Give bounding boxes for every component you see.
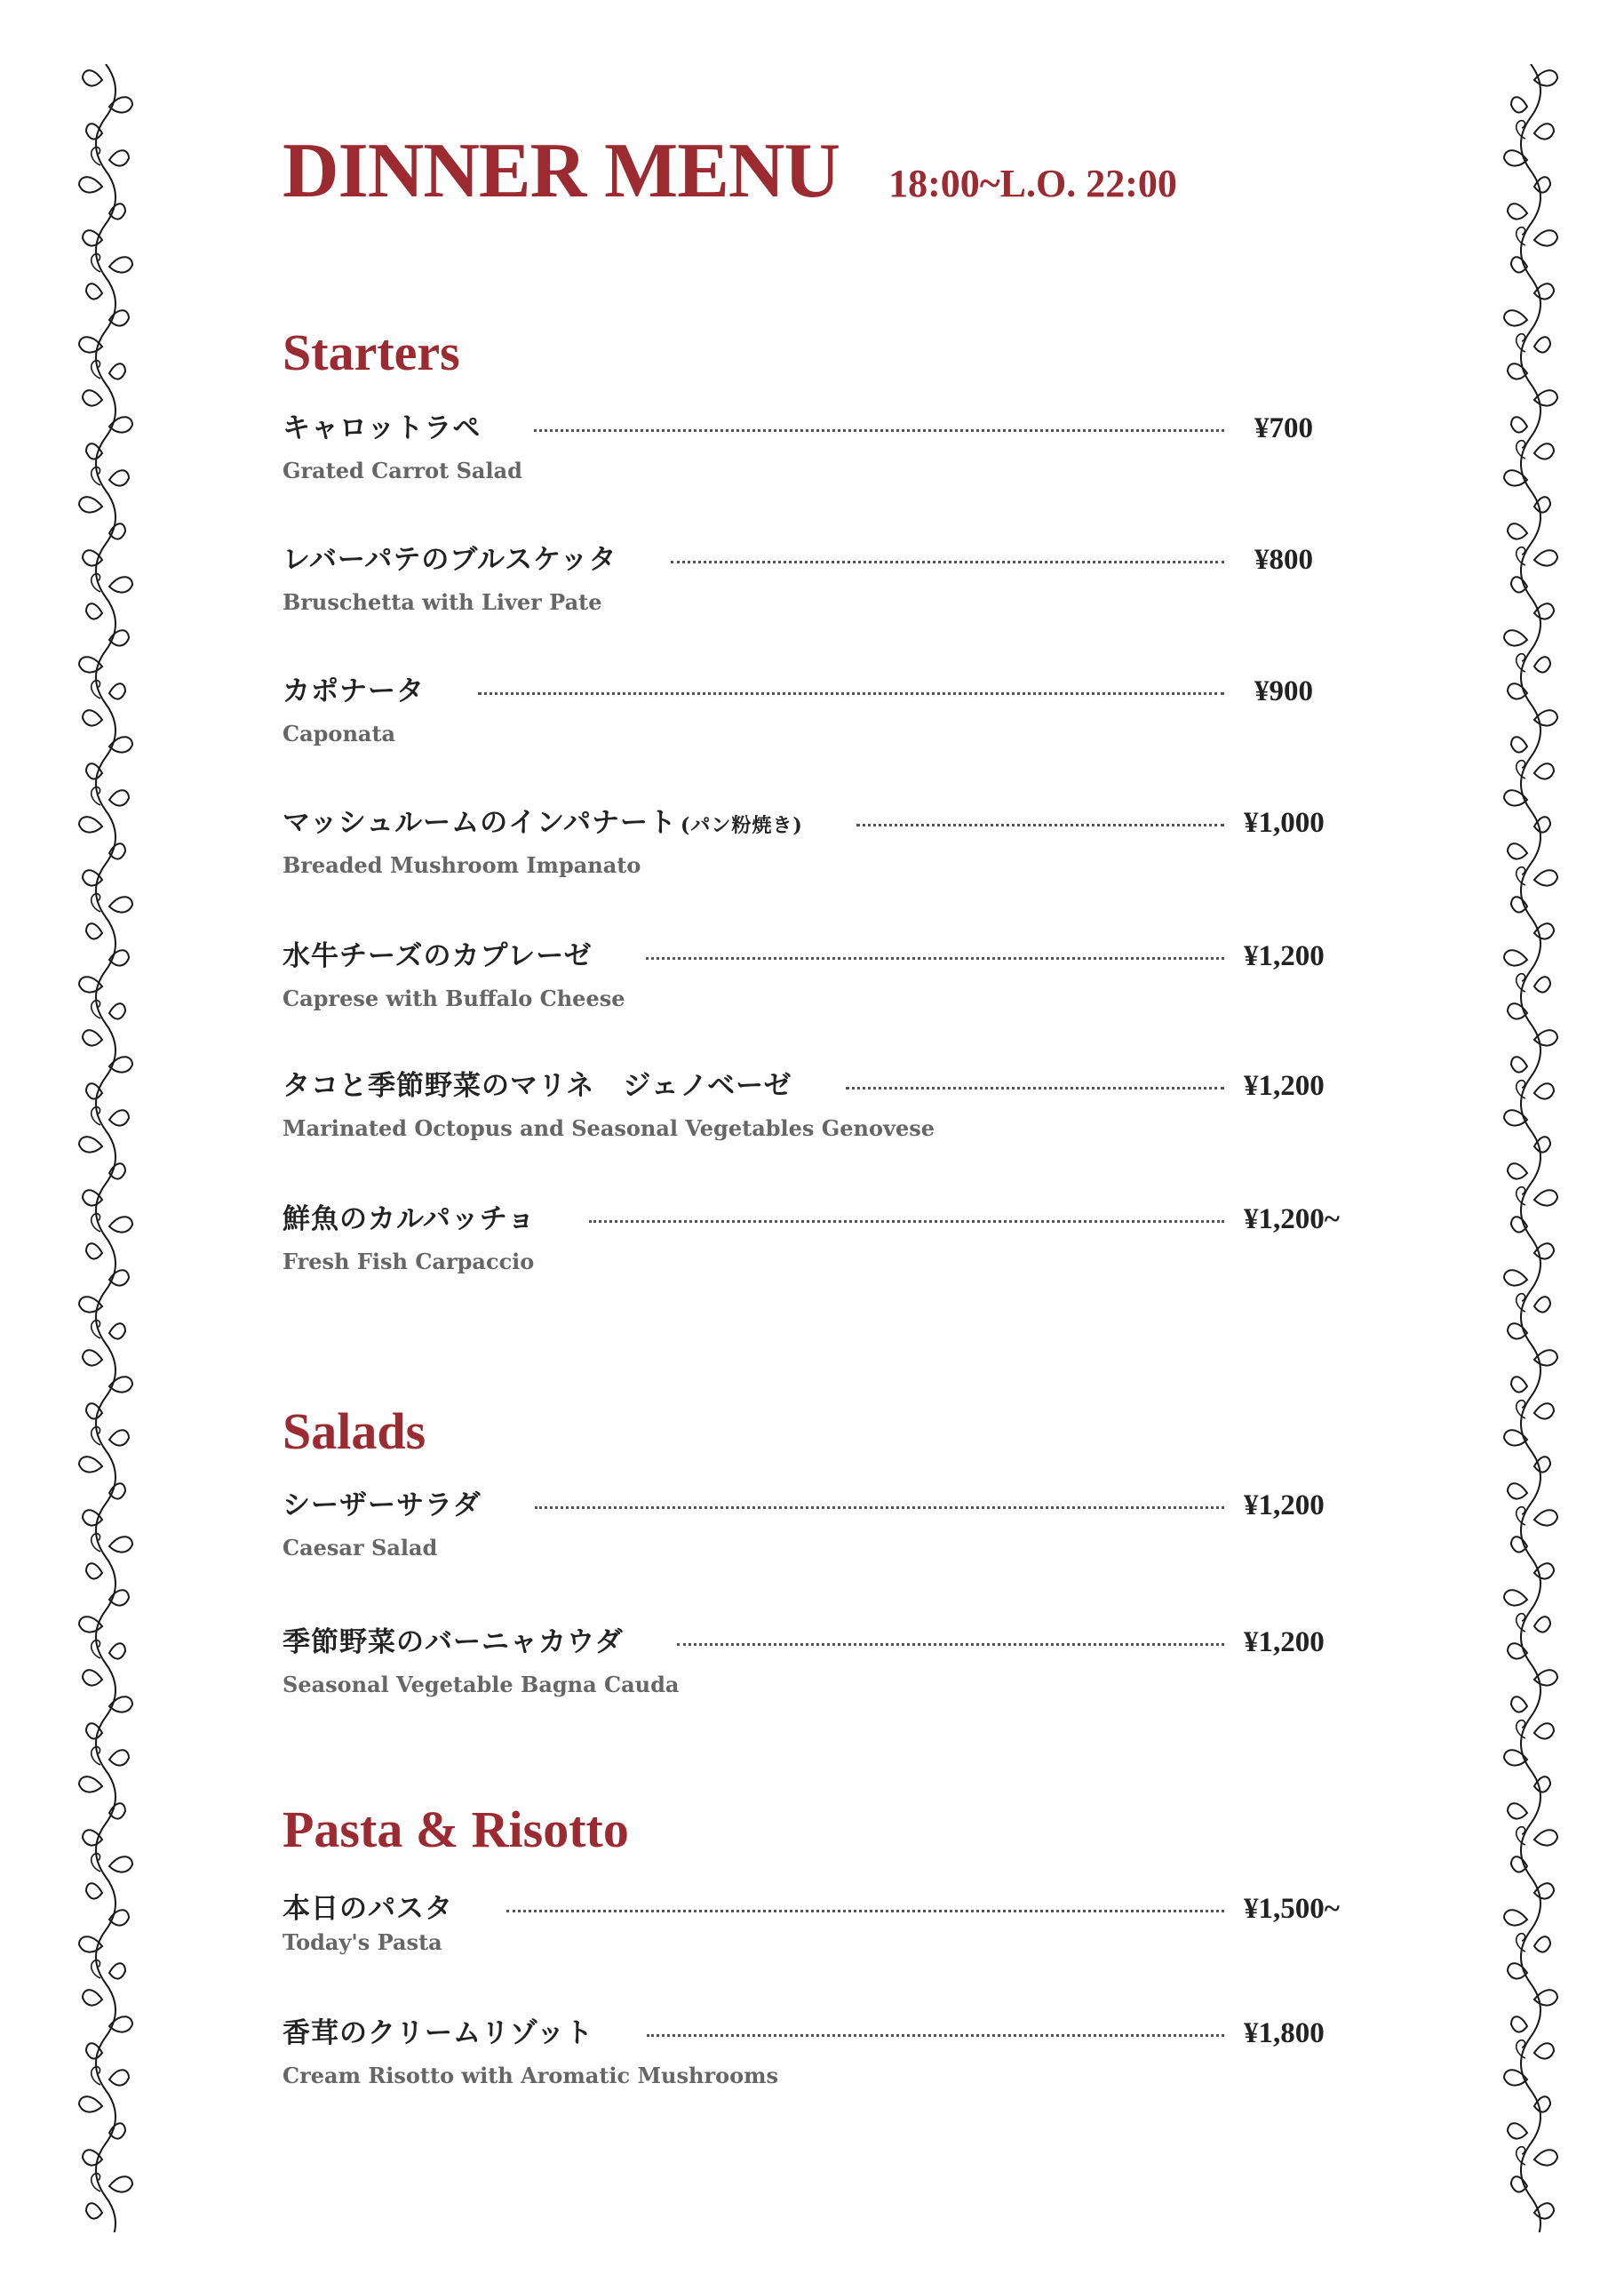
vine-leaf <box>1504 1910 1527 1925</box>
vine-leaf <box>79 1457 102 1472</box>
vine-leaf <box>109 1323 125 1338</box>
vine-leaf <box>1504 1590 1527 1605</box>
vine-leaf <box>86 1243 102 1258</box>
vine-leaf <box>79 1137 102 1152</box>
vine-leaf <box>109 1003 125 1018</box>
vine-leaf <box>1508 1803 1527 1818</box>
dot-leader <box>589 1220 1224 1223</box>
section-title-pasta-risotto: Pasta & Risotto <box>283 1800 629 1858</box>
vine-leaf <box>79 1776 102 1792</box>
vine-leaf <box>1534 2203 1554 2218</box>
item-name-jp: 本日のパスタ <box>283 1893 453 1925</box>
vine-leaf <box>1534 1563 1554 1578</box>
vine-leaf <box>86 603 102 619</box>
vine-leaf <box>1534 1403 1554 1418</box>
item-price: ¥1,000 <box>1244 807 1325 839</box>
menu-item <box>283 1886 1357 1966</box>
vine-leaf <box>1511 2176 1527 2191</box>
vine-leaf <box>109 1750 129 1765</box>
vine-leaf <box>1534 870 1557 885</box>
vine-leaf <box>109 1963 125 1978</box>
item-name-jp: タコと季節野菜のマリネ ジェノベーゼ <box>283 1070 792 1102</box>
vine-leaf <box>79 177 102 192</box>
item-price: ¥1,200 <box>1244 1489 1325 1521</box>
item-price: ¥1,200 <box>1244 940 1325 972</box>
vine-leaf <box>1511 1696 1527 1712</box>
left-vine-border <box>68 64 144 2232</box>
vine-leaf <box>83 1510 102 1525</box>
vine-leaf <box>79 497 102 512</box>
dot-leader <box>478 692 1224 695</box>
vine-leaf <box>1534 337 1550 352</box>
item-name-jp-note: (パン粉焼き) <box>680 814 803 837</box>
vine-leaf <box>109 897 132 912</box>
item-price: ¥900 <box>1254 675 1313 707</box>
menu-item <box>283 1196 1357 1276</box>
vine-leaf <box>109 1537 132 1552</box>
item-price: ¥1,200 <box>1244 1070 1325 1102</box>
dot-leader <box>534 429 1224 432</box>
vine-leaf <box>109 2070 129 2085</box>
menu-item <box>283 933 1357 1013</box>
dot-leader <box>846 1087 1224 1090</box>
vine-leaf <box>1534 1083 1554 1098</box>
item-name-jp: シーザーサラダ <box>283 1489 482 1521</box>
vine-leaf <box>109 150 129 165</box>
vine-leaf <box>1511 417 1527 432</box>
item-name-en: Marinated Octopus and Seasonal Vegetables Genovese <box>283 1115 935 1141</box>
vine-leaf <box>1534 124 1554 139</box>
vine-leaf <box>1534 1190 1557 1205</box>
vine-leaf <box>1534 1616 1550 1632</box>
vine-leaf <box>1534 1723 1554 1738</box>
vine-leaf <box>83 1990 102 2005</box>
opening-hours: 18:00~L.O. 22:00 <box>888 162 1177 205</box>
menu-item <box>283 2010 1357 2090</box>
vine-leaf <box>1534 1243 1554 1258</box>
vine-leaf <box>83 1030 102 1045</box>
vine-leaf <box>86 923 102 938</box>
vine-leaf <box>1511 257 1527 272</box>
item-name-jp-main: マッシュルームのインパナート <box>283 807 677 839</box>
menu-item <box>283 668 1357 748</box>
vine-leaf <box>109 1163 125 1178</box>
dot-leader <box>535 1506 1224 1509</box>
vine-leaf <box>1534 1510 1557 1525</box>
vine-leaf <box>109 2123 125 2138</box>
item-name-en: Cream Risotto with Aromatic Mushrooms <box>283 2063 779 2088</box>
vine-leaf <box>1534 443 1554 459</box>
vine-leaf <box>1508 204 1527 219</box>
vine-leaf <box>1534 2043 1554 2058</box>
vine-leaf <box>86 1563 102 1578</box>
vine-leaf <box>1534 923 1554 938</box>
vine-leaf <box>86 2203 102 2218</box>
dot-leader <box>646 957 1224 960</box>
dot-leader <box>647 2034 1224 2037</box>
vine-leaf <box>1534 763 1554 778</box>
vine-leaf <box>86 1883 102 1898</box>
vine-leaf <box>109 1430 129 1445</box>
vine-leaf <box>1508 843 1527 858</box>
vine-leaf <box>83 550 102 565</box>
vine-leaf <box>109 1856 132 1872</box>
section-title-starters: Starters <box>283 323 460 381</box>
item-name-jp: 水牛チーズのカプレーゼ <box>283 940 593 972</box>
item-price: ¥800 <box>1254 544 1313 576</box>
vine-leaf <box>109 1483 125 1498</box>
menu-item <box>283 405 1357 485</box>
vine-leaf <box>1534 1883 1554 1898</box>
vine-leaf <box>1511 737 1527 752</box>
menu-header <box>283 126 1177 216</box>
vine-leaf <box>83 70 102 85</box>
vine-leaf <box>79 2096 102 2111</box>
vine-leaf <box>1504 950 1527 965</box>
dot-leader <box>671 561 1224 563</box>
menu-item <box>283 800 1357 880</box>
vine-leaf <box>109 363 125 379</box>
item-name-jp: レバーパテのブルスケッタ <box>283 544 617 576</box>
vine-leaf <box>1511 2016 1527 2032</box>
vine-leaf <box>1511 897 1527 912</box>
vine-leaf <box>1534 550 1557 565</box>
vine-leaf <box>109 843 125 858</box>
item-name-en: Bruschetta with Liver Pate <box>283 589 602 615</box>
vine-leaf <box>1504 310 1527 325</box>
vine-leaf <box>79 817 102 832</box>
vine-leaf <box>83 390 102 405</box>
right-vine-border <box>1493 64 1569 2232</box>
item-name-en: Seasonal Vegetable Bagna Cauda <box>283 1672 680 1697</box>
vine-leaf <box>1534 603 1554 619</box>
vine-leaf <box>1511 1057 1527 1072</box>
vine-leaf <box>83 710 102 725</box>
vine-leaf <box>109 257 132 272</box>
item-price: ¥700 <box>1254 412 1313 444</box>
vine-leaf <box>1511 577 1527 592</box>
item-name-jp: カポナータ <box>283 675 425 707</box>
vine-leaf <box>109 470 129 485</box>
vine-leaf <box>109 523 125 539</box>
vine-leaf <box>1534 1936 1550 1952</box>
vine-leaf <box>1511 1377 1527 1392</box>
menu-item <box>283 1619 1357 1699</box>
vine-leaf <box>1508 523 1527 539</box>
item-name-en: Fresh Fish Carpaccio <box>283 1249 535 1274</box>
item-price: ¥1,500~ <box>1244 1893 1340 1925</box>
vine-leaf <box>83 1670 102 1685</box>
vine-leaf <box>83 1830 102 1845</box>
dot-leader <box>506 1910 1224 1912</box>
item-name-en: Caponata <box>283 721 396 746</box>
vine-leaf <box>1534 657 1550 672</box>
vine-leaf <box>1534 2150 1557 2165</box>
vine-leaf <box>83 870 102 885</box>
vine-illustration <box>68 64 144 2232</box>
vine-leaf <box>1508 2123 1527 2138</box>
item-name-en: Grated Carrot Salad <box>283 458 522 483</box>
vine-leaf <box>1534 1297 1550 1312</box>
vine-stem <box>1521 64 1540 2232</box>
item-name-en: Caesar Salad <box>283 1535 438 1561</box>
vine-leaf <box>83 230 102 245</box>
vine-leaf <box>109 790 129 805</box>
vine-leaf <box>1504 1270 1527 1285</box>
vine-leaf <box>109 2176 132 2191</box>
item-name-jp <box>283 800 803 840</box>
dot-leader <box>856 824 1224 826</box>
vine-leaf <box>1534 1830 1557 1845</box>
vine-leaf <box>1511 97 1527 112</box>
menu-item <box>283 1063 1357 1143</box>
item-price: ¥1,800 <box>1244 2017 1325 2049</box>
menu-item <box>283 537 1357 617</box>
menu-item <box>283 1482 1357 1562</box>
item-name-en: Breaded Mushroom Impanato <box>283 852 641 878</box>
item-name-en: Today's Pasta <box>283 1929 442 1955</box>
vine-leaf <box>83 1350 102 1365</box>
vine-leaf <box>109 1110 129 1125</box>
vine-leaf <box>109 1217 132 1232</box>
vine-leaf <box>109 577 132 592</box>
vine-illustration <box>1493 64 1569 2232</box>
item-name-jp: 香茸のクリームリゾット <box>283 2017 594 2049</box>
vine-leaf <box>109 1803 125 1818</box>
vine-leaf <box>109 1643 125 1658</box>
vine-leaf <box>1504 630 1527 645</box>
vine-leaf <box>83 1190 102 1205</box>
vine-leaf <box>1511 1856 1527 1872</box>
item-name-jp: キャロットラペ <box>283 412 482 444</box>
item-name-jp: 季節野菜のバーニャカウダ <box>283 1626 624 1658</box>
menu-title: DINNER MENU <box>283 128 840 214</box>
vine-leaf <box>1511 1537 1527 1552</box>
item-name-en: Caprese with Buffalo Cheese <box>283 986 625 1011</box>
vine-leaf <box>109 683 125 698</box>
section-title-salads: Salads <box>283 1402 426 1460</box>
vine-leaf <box>83 2150 102 2165</box>
vine-leaf <box>1511 1217 1527 1232</box>
vine-leaf <box>1534 977 1550 992</box>
item-price: ¥1,200~ <box>1244 1203 1340 1235</box>
item-name-jp: 鮮魚のカルパッチョ <box>283 1203 536 1235</box>
vine-leaf <box>1534 230 1557 245</box>
vine-leaf <box>1534 283 1554 299</box>
vine-leaf <box>1508 1163 1527 1178</box>
dot-leader <box>677 1643 1224 1646</box>
vine-leaf <box>1508 1483 1527 1498</box>
item-price: ¥1,200 <box>1244 1626 1325 1658</box>
vine-leaf <box>109 204 125 219</box>
vine-leaf <box>86 283 102 299</box>
